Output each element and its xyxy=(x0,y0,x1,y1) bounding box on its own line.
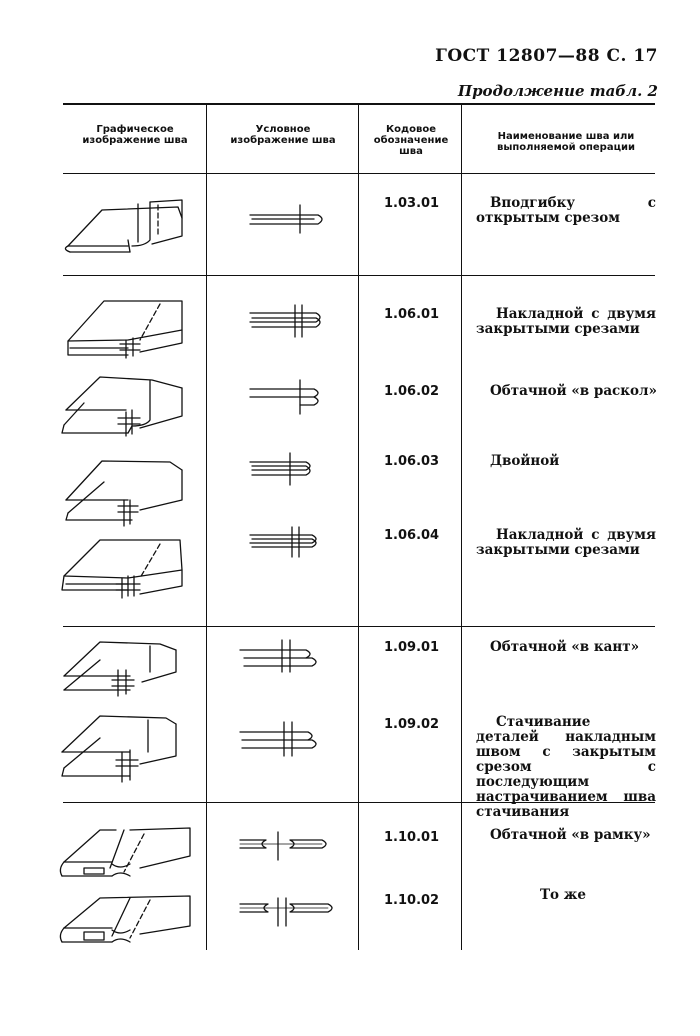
name-cell: Вподгибку с открытым срезом xyxy=(476,195,656,226)
seam-symbol-1-06-02 xyxy=(250,380,318,414)
name-cell: Двойной xyxy=(490,453,560,469)
name-cell: Обтачной «в раскол» xyxy=(490,383,657,399)
code-cell: 1.06.02 xyxy=(384,384,440,399)
seam-graphic-1-03-01 xyxy=(65,200,182,252)
code-cell: 1.06.03 xyxy=(384,454,440,469)
seam-graphic-1-06-03 xyxy=(66,461,182,526)
seam-graphic-1-10-02 xyxy=(60,896,190,942)
seam-graphic-1-09-01 xyxy=(64,642,176,696)
seam-symbol-1-09-02 xyxy=(240,722,316,756)
code-cell: 1.10.02 xyxy=(384,893,440,908)
header-code: Кодовое обозначение шва xyxy=(373,124,449,157)
name-cell: Стачивание деталей накладным швом с закрытым срезом с последующим настрачиванием шва стачивания xyxy=(476,714,656,820)
header-name: Наименование шва или выполняемой операции xyxy=(496,131,635,153)
code-cell: 1.09.02 xyxy=(384,717,440,732)
seam-symbol-1-10-02 xyxy=(240,898,332,926)
code-cell: 1.09.01 xyxy=(384,640,440,655)
code-cell: 1.10.01 xyxy=(384,830,440,845)
seam-symbol-1-06-04 xyxy=(250,527,316,557)
code-cell: 1.03.01 xyxy=(384,196,440,211)
seam-symbol-1-06-03 xyxy=(250,453,310,485)
name-cell: Обтачной «в рамку» xyxy=(490,827,651,843)
code-cell: 1.06.01 xyxy=(384,307,440,322)
seam-graphic-1-06-04 xyxy=(62,540,182,598)
seam-symbol-1-03-01 xyxy=(250,205,322,233)
header-graphic: Графическое изображение шва xyxy=(82,124,188,146)
name-cell: Обтачной «в кант» xyxy=(490,639,640,655)
seam-graphic-1-10-01 xyxy=(60,828,190,876)
seam-graphic-1-06-01 xyxy=(68,301,182,358)
table-continuation: Продолжение табл. 2 xyxy=(457,82,658,100)
seam-symbol-1-09-01 xyxy=(240,640,316,672)
code-cell: 1.06.04 xyxy=(384,528,440,543)
seam-symbol-1-06-01 xyxy=(250,305,320,337)
seam-graphic-1-09-02 xyxy=(62,716,176,782)
name-cell: То же xyxy=(540,887,586,903)
header-conventional: Условное изображение шва xyxy=(230,124,336,146)
seam-graphic-1-06-02 xyxy=(62,377,182,436)
name-cell: Накладной с двумя закрытыми срезами xyxy=(476,306,656,337)
seam-symbol-1-10-01 xyxy=(240,832,326,860)
name-cell: Накладной с двумя закрытыми срезами xyxy=(476,527,656,558)
page-header: ГОСТ 12807—88 С. 17 xyxy=(435,46,658,66)
